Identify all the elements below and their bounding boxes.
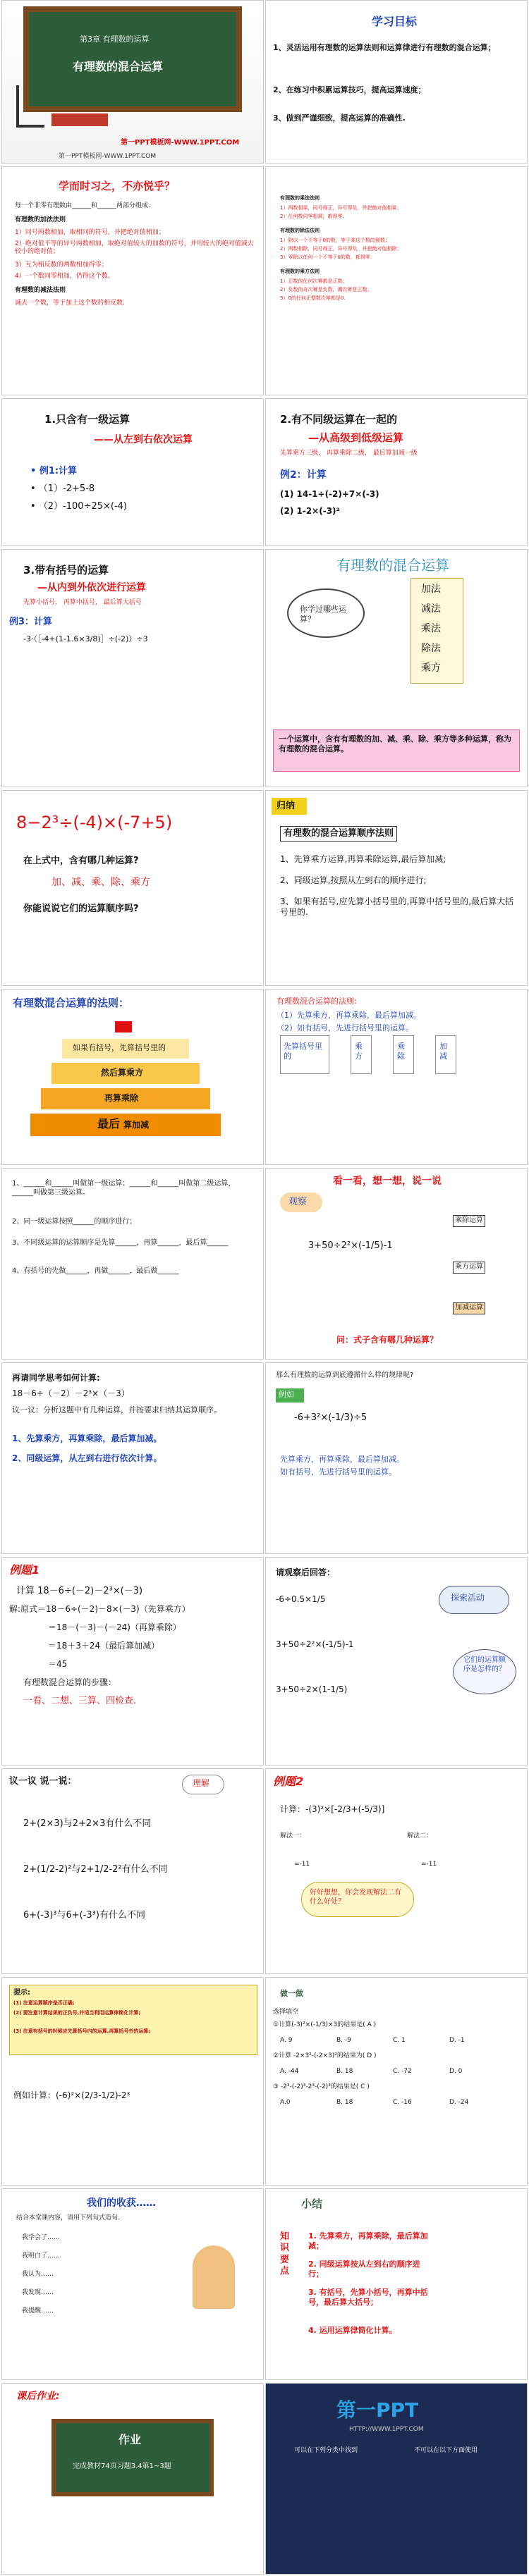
conclusion-4: 4. 运用运算律简化计算。 xyxy=(308,2326,397,2335)
summary-tag-label: 归纳 xyxy=(276,801,296,811)
practice-q3-a: A.0 xyxy=(280,2099,291,2106)
question-bubble: 它们的运算顺序是怎样的？ xyxy=(463,1656,506,1673)
think-q: 再请同学思考如何计算: xyxy=(12,1373,100,1383)
slide-7-brackets[interactable] xyxy=(1,549,264,787)
homework-board-title: 作业 xyxy=(118,2433,142,2446)
think-hint: 议一议：分析这题中有几种运算，并按要求归纳其运算顺序。 xyxy=(12,1405,221,1415)
level1-arrow: ——从左到右依次运算 xyxy=(94,434,193,445)
practice-q3-d: D. -24 xyxy=(449,2099,469,2106)
tips-example: 例如计算：(-6)²×(2/3-1/2)-2³ xyxy=(13,2090,130,2100)
observe-expr: 3+50÷2²×(-1/5)-1 xyxy=(308,1240,393,1251)
div-rule-1: 1）除以一个不等于0的数，等于乘这个数的倒数； xyxy=(280,238,390,243)
brand-col-2: 不可以在以下方面使用 xyxy=(414,2447,478,2454)
tips-box xyxy=(9,1985,257,2055)
conclusion-side: 知识要点 xyxy=(280,2231,290,2276)
example1-c: 计算 18－6÷(－2)－2³×(－3) xyxy=(16,1586,143,1596)
goals-title: 学习目标 xyxy=(372,15,418,28)
practice-q1-b: B. -9 xyxy=(336,2037,351,2044)
solution-2-result: =-11 xyxy=(421,1861,437,1868)
practice-q2-c: C. -72 xyxy=(393,2068,412,2075)
flow-rule-1: （1）先算乘方，再算乘除，最后算加减。 xyxy=(276,1011,421,1020)
practice-q3-c: C. -16 xyxy=(393,2099,412,2106)
slide-13-fill[interactable] xyxy=(1,1168,264,1360)
practice-q2: ②计算 -2×3²-(-2×3)²的结果为( D ) xyxy=(273,2052,377,2059)
div-rule-3: 3）零除以任何一个不等于0的数，都得零. xyxy=(280,254,372,260)
sub-rule: 减去一个数，等于加上这个数的相反数. xyxy=(15,300,125,307)
summary-rule-1: 1、先算乘方运算,再算乘除运算,最后算加减; xyxy=(280,854,446,864)
brand-url[interactable]: HTTP://WWW.1PPT.COM xyxy=(349,2426,424,2433)
brand-logo: 第一PPT xyxy=(336,2398,419,2422)
question-text: 在上式中，含有哪几种运算? xyxy=(23,856,139,866)
example1-s2: ＝18－(－3)－(－24)（再算乘除） xyxy=(48,1622,181,1632)
mixed-note: 一个运算中，含有有理数的加、减、乘、除、乘方等多种运算，称为有理数的混合运算。 xyxy=(279,734,511,753)
summary-rule-2: 2、同级运算,按照从左到右的顺序进行; xyxy=(280,875,427,885)
tip-2: (2) 要注意计算结果的正负号,并适当利用运算律简化计算; xyxy=(13,2010,141,2016)
goal-3: 3、做到严谨细致，提高运算的准确性. xyxy=(273,113,406,123)
add-rule-1: 1）同号两数相加，取相同的符号，并把绝对值相加； xyxy=(15,229,165,236)
example1-steps: 一看、二想、三算、四检查. xyxy=(23,1696,137,1706)
cloud-text: 你学过哪些运算？ xyxy=(300,605,346,624)
ann-pow: 乘方运算 xyxy=(453,1262,485,1274)
pyramid-l4b: 算加减 xyxy=(123,1120,150,1130)
pyramid-title: 有理数混合运算的法则： xyxy=(13,997,130,1009)
add-rule-title: 有理数的加法法则 xyxy=(15,216,66,223)
conclusion-1: 1. 先算乘方，再算乘除，最后算加减； xyxy=(308,2231,428,2250)
discuss-r1: 2+(2×3)与2+2×3有什么不同 xyxy=(23,1818,152,1829)
practice-q1-a: A. 9 xyxy=(280,2037,293,2044)
op-add: 加法 xyxy=(421,584,441,595)
pow-rule-1: 1）正数的任何次幂都是正数； xyxy=(280,278,348,284)
practice-q2-a: A. -44 xyxy=(280,2068,299,2075)
practice-q1-c: C. 1 xyxy=(393,2037,406,2044)
example3-label: 例3：计算 xyxy=(9,617,53,627)
example1-sum: 有理数混合运算的步骤： xyxy=(23,1677,117,1687)
mul-rule-title: 有理数的乘法法则 xyxy=(280,195,320,201)
level1-heading: 1.只含有一级运算 xyxy=(44,413,130,426)
graduate-icon xyxy=(193,2245,235,2309)
brackets-heading: 3.带有括号的运算 xyxy=(23,564,109,577)
practice-q1-d: D. -1 xyxy=(449,2037,465,2044)
add-rule-4: 4）一个数同零相加，仍得这个数。 xyxy=(15,273,114,280)
harvest-item-5: 我提醒…… xyxy=(22,2307,54,2315)
discuss-r3: 6+(-3)³与6+(-3³)有什么不同 xyxy=(23,1910,145,1921)
observe-title: 看一看，想一想，说一说 xyxy=(333,1176,442,1187)
slide-24-conclusion[interactable] xyxy=(265,2188,528,2380)
slide-6-levels[interactable] xyxy=(265,398,528,546)
summary-title: 有理数的混合运算顺序法则 xyxy=(280,826,397,842)
example2-tag: 例题2 xyxy=(273,1775,304,1788)
flag-icon xyxy=(115,1021,132,1033)
goal-2: 2、在练习中积累运算技巧，提高运算速度； xyxy=(273,85,426,94)
example2-c: 计算：-(3)²×[-2/3+(-5/3)] xyxy=(280,1804,385,1814)
hint-cloud: 好好想想，你会发现解法二有什么好处？ xyxy=(310,1889,401,1906)
observe-tag: 观察 xyxy=(288,1197,308,1207)
practice-q2-d: D. 0 xyxy=(449,2068,463,2075)
op-mul: 乘法 xyxy=(421,623,441,634)
observe-q: 问：式子含有哪几种运算？ xyxy=(336,1335,439,1345)
slide-9-question[interactable] xyxy=(1,790,264,986)
add-rule-2: 2）绝对值不等的异号两数相加，取绝对值较大的加数的符号，并用较大的绝对值减去较小的绝对值； xyxy=(15,240,254,256)
div-rule-title: 有理数的除法法则 xyxy=(280,228,320,233)
law-l1: 先算乘方，再算乘除，最后算加减。 xyxy=(280,1455,404,1464)
conclusion-3: 3. 有括号，先算小括号，再算中括号，最后算大括号； xyxy=(308,2288,428,2307)
solution-1-result: =-11 xyxy=(294,1861,310,1868)
example2-q1: (1) 14-1÷(-2)+7×(-3) xyxy=(280,489,379,499)
example1-label: • 例1:计算 xyxy=(30,466,78,476)
goal-1: 1、灵活运用有理数的运算法则和运算律进行有理数的混合运算； xyxy=(273,43,496,52)
fill-line-3: 3、不同级运算的运算顺序是先算______，再算______，最后算______ xyxy=(12,1239,229,1247)
mixed-title: 有理数的混合运算 xyxy=(336,557,449,574)
solution-2: 解法二： xyxy=(407,1832,433,1839)
example1-q2: • （2）-100÷25×(-4) xyxy=(30,501,128,512)
slide-23-harvest[interactable] xyxy=(1,2188,264,2380)
explore-cloud: 探索活动 xyxy=(451,1593,485,1603)
flow-rule-2: （2）如有括号，先进行括号里的运算。 xyxy=(276,1023,413,1033)
slide-10-summary[interactable] xyxy=(265,790,528,986)
think-expr: 18－6÷（－2）－2³×（－3） xyxy=(12,1388,130,1398)
review-title: 学而时习之，不亦悦乎？ xyxy=(59,180,176,192)
example1-s1: 解:原式＝18－6÷(－2)－8×(－3)（先算乘方） xyxy=(9,1604,190,1614)
discuss-title: 议一议 说一说： xyxy=(9,1776,77,1787)
slide-17-example1[interactable] xyxy=(1,1557,264,1765)
slide-26-brand[interactable] xyxy=(265,2383,528,2575)
mul-rule-2: 2）任何数同零相乘，都得零. xyxy=(280,214,344,219)
sub-rule-title: 有理数的减法法则 xyxy=(15,287,66,294)
slide-25-homework[interactable] xyxy=(1,2383,264,2575)
brackets-order: 先算小括号， 再算中括号， 最后算大括号 xyxy=(23,599,142,606)
question-expr: 8−2³÷(-4)×(-7+5) xyxy=(16,813,173,832)
levels-arrow: —从高级到低级运算 xyxy=(308,431,404,444)
slide-19-discuss[interactable] xyxy=(1,1768,264,1974)
pow-rule-2: 2）负数的奇次幂是负数，偶次幂是正数； xyxy=(280,287,372,292)
law-l2: 如有括号，先进行括号里的运算。 xyxy=(280,1467,396,1477)
fill-line-4: 4、有括号的先做______，再做______，最后做______ xyxy=(12,1267,179,1275)
slide-22-practice[interactable] xyxy=(265,1977,528,2186)
tips-title: 提示: xyxy=(13,1989,30,1997)
brand-col-1: 可以在下列分类中找到 xyxy=(294,2447,358,2454)
slide-2-goals[interactable] xyxy=(265,0,528,164)
harvest-title: 我们的收获…… xyxy=(87,2198,156,2209)
practice-heading: 做一做 xyxy=(280,1989,303,1998)
pow-rule-title: 有理数的乘方法则 xyxy=(280,269,320,274)
levels-heading: 2.有不同级运算在一起的 xyxy=(280,413,398,426)
flow-step-2: 乘方 xyxy=(355,1042,363,1061)
review-q: 每一个非零有理数由______和______两部分组成. xyxy=(15,202,150,209)
mul-rule-1: 1）两数相乘，同号得正，异号得负，并把绝对值相乘； xyxy=(280,205,402,211)
tip-3: (3) 注意有括号的时候应先算括号内的运算,再算括号外的运算; xyxy=(13,2028,151,2034)
practice-q3-b: B. 18 xyxy=(336,2099,353,2106)
harvest-intro: 结合本堂课内容，请用下列句式造句. xyxy=(16,2214,120,2221)
chalk-line-2: 有理数的混合运算 xyxy=(73,60,164,73)
slide-11-pyramid[interactable] xyxy=(1,989,264,1165)
conclusion-2: 2. 同级运算按从左到右的顺序进行； xyxy=(308,2260,420,2279)
question-order: 你能说说它们的运算顺序吗? xyxy=(23,904,139,914)
example2-q2: (2) 1-2×(-3)² xyxy=(280,506,340,516)
pyramid-l4a: 最后 xyxy=(97,1117,121,1130)
ann-muldiv: 乘除运算 xyxy=(453,1215,485,1227)
solution-1: 解法一： xyxy=(280,1832,306,1839)
slide-16-law[interactable] xyxy=(265,1362,528,1554)
harvest-item-1: 我学会了…… xyxy=(22,2234,61,2241)
slide-5-level1[interactable] xyxy=(1,398,264,546)
harvest-item-4: 我发现…… xyxy=(22,2289,54,2296)
question-ops: 加、减、乘、除、乘方 xyxy=(51,877,150,888)
pyramid-l2: 然后算乘方 xyxy=(101,1068,144,1078)
tip-1: (1) 注意运算顺序是否正确; xyxy=(13,2000,75,2006)
slide-3-review[interactable] xyxy=(1,166,264,395)
fill-line-2: 2、同一级运算按照______的顺序进行； xyxy=(12,1218,137,1226)
fill-line-1: 1、______和______叫做第一级运算；______和______叫做第二级运算，______叫做第三级运算。 xyxy=(12,1180,236,1197)
think-r1: 1、先算乘方，再算乘除，最后算加减。 xyxy=(12,1434,162,1443)
harvest-item-3: 我认为…… xyxy=(22,2271,54,2278)
flow-title: 有理数混合运算的法则: xyxy=(276,997,357,1006)
slide-21-tips[interactable] xyxy=(1,1977,264,2186)
law-tag: 例如 xyxy=(279,1390,294,1399)
practice-q1: ①计算(-3)²×(-1/3)×3的结果是( A ) xyxy=(273,2021,377,2028)
observe2-e2: 3+50÷2²×(-1/5)-1 xyxy=(276,1639,354,1649)
observe2-e3: 3+50÷2×(1-1/5) xyxy=(276,1684,348,1694)
slide-4-rules[interactable] xyxy=(265,166,528,395)
homework-board xyxy=(51,2419,214,2496)
homework-task: 完成教材74页习题3.4第1~3题 xyxy=(73,2463,171,2470)
div-rule-2: 2）两数相除，同号得正，异号得负，并把绝对值相除； xyxy=(280,246,402,252)
think-r2: 2、同级运算，从左到右进行依次计算。 xyxy=(12,1453,162,1463)
slide-18-observe2[interactable] xyxy=(265,1557,528,1765)
add-rule-3: 3）互为相反数的两数相加得零； xyxy=(15,261,108,269)
slide-8-mixed[interactable] xyxy=(265,549,528,787)
desk-lamp-icon xyxy=(16,85,44,128)
op-sub: 减法 xyxy=(421,603,441,615)
flow-step-1: 先算括号里的 xyxy=(284,1042,322,1061)
chalkboard xyxy=(23,6,242,112)
practice-q2-b: B. 18 xyxy=(336,2068,353,2075)
example2-label: 例2：计算 xyxy=(280,469,327,481)
example3-q: -3·（［-4+(1-1.6×3/8)］÷(-2)）÷3 xyxy=(23,634,148,643)
slide-12-flow[interactable] xyxy=(265,989,528,1165)
flow-step-3: 乘除 xyxy=(397,1042,405,1061)
understand-cloud: 理解 xyxy=(193,1778,210,1788)
op-pow: 乘方 xyxy=(421,663,441,674)
example1-tag: 例题1 xyxy=(9,1563,40,1577)
flow-step-4: 加减 xyxy=(439,1042,447,1061)
slide-15-think[interactable] xyxy=(1,1362,264,1554)
observe2-e1: -6÷0.5×1/5 xyxy=(276,1594,326,1604)
discuss-r2: 2+(1/2-2)²与2+1/2-2²有什么不同 xyxy=(23,1864,168,1875)
brackets-arrow: —从内到外依次进行运算 xyxy=(37,582,146,593)
practice-intro: 选择填空 xyxy=(273,2009,299,2016)
slide-14-observe[interactable] xyxy=(265,1168,528,1360)
ann-addsub: 加减运算 xyxy=(453,1302,485,1314)
law-q: 那么有理数的运算到底遵循什么样的规律呢? xyxy=(276,1372,414,1379)
book-icon xyxy=(51,113,108,126)
law-expr: -6+3²×(-1/3)÷5 xyxy=(294,1412,367,1423)
practice-q3: ③ -2³-(-2)³-2³-(-2)³的结果是( C ) xyxy=(273,2083,370,2090)
slide-20-example2[interactable] xyxy=(265,1768,528,1974)
op-div: 除法 xyxy=(421,643,441,654)
example1-q1: • （1）-2+5-8 xyxy=(30,483,95,494)
pyramid-l3: 再算乘除 xyxy=(104,1093,139,1103)
harvest-item-2: 我明白了…… xyxy=(22,2253,61,2260)
levels-order: 先算乘方三级， 再算乘除二级， 最后算加减一级 xyxy=(280,450,418,457)
brand-footer: 第一PPT模板网-WWW.1PPT.COM xyxy=(121,139,240,147)
observe2-q: 请观察后回答： xyxy=(276,1567,336,1577)
example1-s3: ＝18＋3＋24（最后算加减） xyxy=(48,1641,160,1651)
pow-rule-3: 3）0的任何正整数次幂都是0. xyxy=(280,295,346,301)
conclusion-title: 小结 xyxy=(301,2198,323,2210)
pyramid-top: 如果有括号，先算括号里的 xyxy=(73,1043,166,1052)
homework-title: 课后作业: xyxy=(16,2391,60,2402)
chalk-line-1: 第3章 有理数的运算 xyxy=(80,35,150,44)
slide-1-cover[interactable] xyxy=(1,0,264,164)
cover-footer: 第一PPT模板网-WWW.1PPT.COM xyxy=(59,153,157,160)
summary-rule-3: 3、如果有括号,应先算小括号里的,再算中括号里的,最后算大括号里的. xyxy=(280,896,514,917)
example1-s4: ＝45 xyxy=(48,1659,68,1669)
